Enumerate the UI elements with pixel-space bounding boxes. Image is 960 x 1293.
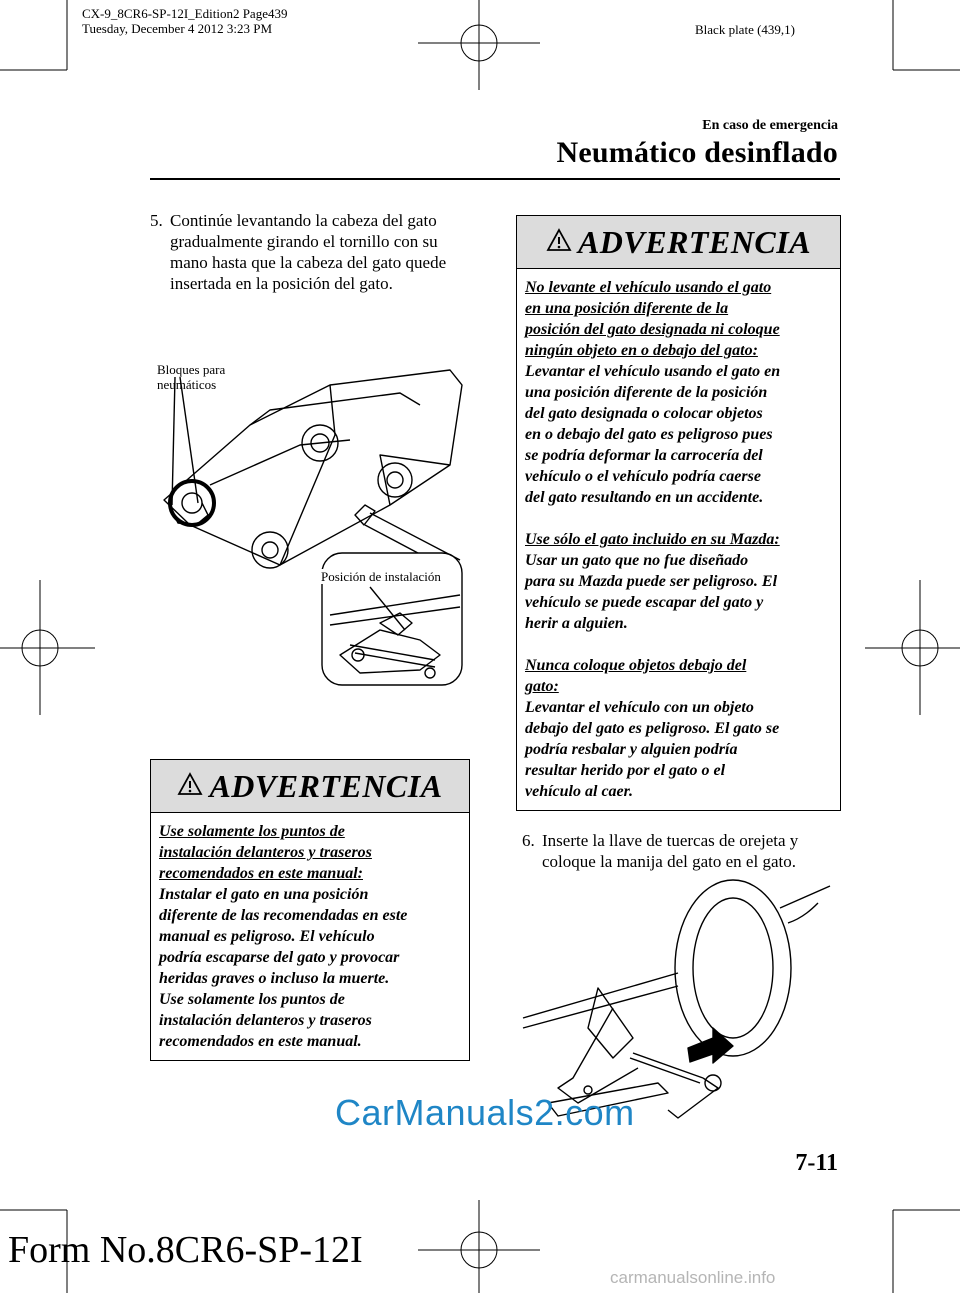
warning-header [517, 216, 840, 269]
watermark-carmanualsonline[interactable]: carmanualsonline.info [610, 1268, 776, 1287]
warning-body-line: recomendados en este manual. [159, 1033, 362, 1050]
warning-body-line: Use solamente los puntos de [159, 991, 345, 1008]
warning-body-line: vehículo al caer. [525, 783, 633, 800]
header-rule [150, 178, 840, 180]
paragraph-gap [525, 634, 834, 655]
warning-heading-line: gato: [525, 678, 559, 695]
section-title: Neumático desinflado [556, 136, 838, 169]
file-info-line2: Tuesday, December 4 2012 3:23 PM [82, 21, 273, 36]
warning-body-line: resultar herido por el gato o el [525, 762, 726, 779]
warning-body-line: herir a alguien. [525, 615, 628, 632]
watermark-carmanuals2[interactable]: CarManuals2.com [335, 1092, 635, 1133]
warning-triangle-icon [546, 228, 572, 257]
warning-body-line: manual es peligroso. El vehículo [159, 928, 375, 945]
warning-heading-line: posición del gato designada ni coloque [525, 321, 780, 338]
step-6 [522, 830, 840, 872]
step-5 [150, 210, 478, 294]
warning-body-line: vehículo se puede escapar del gato y [525, 594, 764, 611]
label-tire-blocks-line2: neumáticos [157, 377, 217, 392]
label-tire-blocks-line1: Bloques para [157, 362, 226, 377]
warning-heading-line: ningún objeto en o debajo del gato: [525, 342, 758, 359]
warning-body-line: Usar un gato que no fue diseñado [525, 552, 749, 569]
file-info-line1: CX-9_8CR6-SP-12I_Edition2 Page439 [82, 6, 288, 21]
warning-triangle-icon [177, 772, 203, 801]
warning-body-line: del gato resultando en un accidente. [525, 489, 764, 506]
warning-heading-line: recomendados en este manual: [159, 865, 363, 882]
warning-body [517, 269, 840, 810]
warning-body-line: diferente de las recomendadas en este [159, 907, 408, 924]
warning-body-line: instalación delanteros y traseros [159, 1012, 372, 1029]
warning-box-left [150, 759, 470, 1061]
warning-body-line: Instalar el gato en una posición [159, 886, 369, 903]
warning-body-line: para su Mazda puede ser peligroso. El [525, 573, 778, 590]
warning-body-line: una posición diferente de la posición [525, 384, 768, 401]
warning-title: ADVERTENCIA [209, 767, 443, 804]
warning-heading-line: Nunca coloque objetos debajo del [525, 657, 747, 674]
file-info [82, 6, 287, 36]
warning-body-line: heridas graves o incluso la muerte. [159, 970, 390, 987]
step-6-number: 6. [522, 831, 535, 850]
warning-header [151, 760, 469, 813]
warning-body-line: vehículo o el vehículo podría caerse [525, 468, 761, 485]
warning-body-line: se podría deformar la carrocería del [525, 447, 763, 464]
step-5-number: 5. [150, 211, 163, 230]
warning-body-line: Levantar el vehículo con un objeto [525, 699, 754, 716]
figure-vehicle-jack [150, 355, 470, 695]
warning-heading-line: en una posición diferente de la [525, 300, 729, 317]
warning-title: ADVERTENCIA [577, 223, 812, 260]
warning-box-right [516, 215, 841, 811]
warning-body-line: del gato designada o colocar objetos [525, 405, 763, 422]
warning-body-line: podría resbalar y alguien podría [525, 741, 738, 758]
warning-heading-line: instalación delanteros y traseros [159, 844, 372, 861]
warning-heading-line: No levante el vehículo usando el gato [525, 279, 772, 296]
warning-heading-line: Use sólo el gato incluido en su Mazda: [525, 531, 780, 548]
warning-body [151, 813, 469, 1060]
section-subtitle: En caso de emergencia [702, 118, 838, 133]
form-number: Form No.8CR6-SP-12I [8, 1229, 363, 1271]
warning-heading-line: Use solamente los puntos de [159, 823, 345, 840]
warning-body-line: Levantar el vehículo usando el gato en [525, 363, 781, 380]
label-tire-blocks [157, 362, 225, 392]
warning-body-line: debajo del gato es peligroso. El gato se [525, 720, 780, 737]
warning-body-line: podría escaparse del gato y provocar [159, 949, 400, 966]
plate-label: Black plate (439,1) [695, 22, 795, 37]
label-installation-position: Posición de instalación [321, 569, 441, 584]
step-6-text: Inserte la llave de tuercas de orejeta y coloque la manija del gato en el gato. [542, 831, 799, 871]
warning-body-line: en o debajo del gato es peligroso pues [525, 426, 773, 443]
step-5-text: Continúe levantando la cabeza del gato gradualmente girando el tornillo con su mano hasta que la cabeza del gato quede insertada en la posición del gato. [170, 211, 447, 293]
page-number: 7-11 [795, 1150, 838, 1176]
paragraph-gap [525, 508, 834, 529]
